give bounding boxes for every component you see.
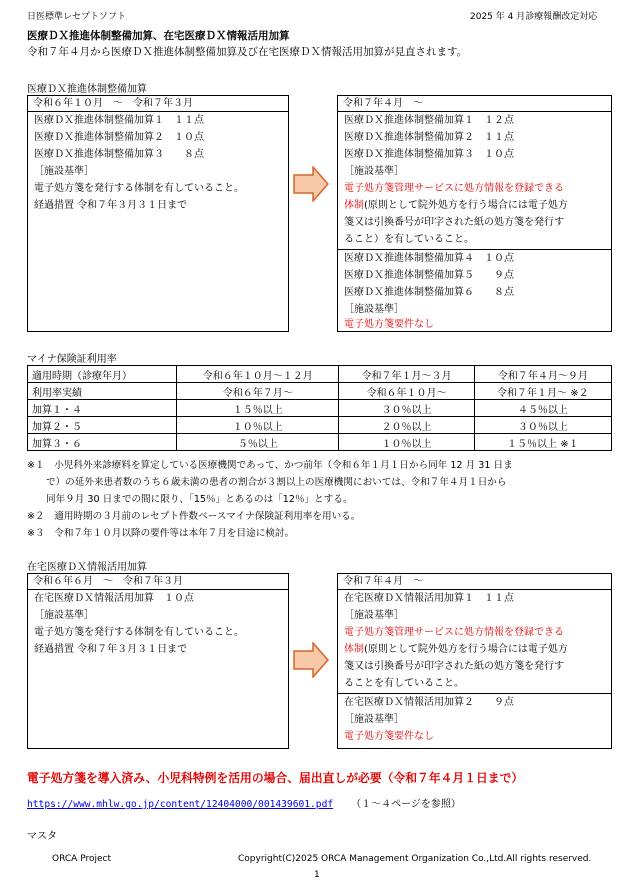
section3-before-line: 在宅医療ＤＸ情報活用加算 １０点 — [34, 593, 194, 604]
footnote: ※３ 令和７年１０月以降の要件等は本年７月を目途に検討。 — [27, 528, 295, 539]
section3-after-red-text: 電子処方箋管理サービスに処方情報を登録できる — [344, 627, 564, 638]
section3-after-line: 在宅医療ＤＸ情報活用加算２ ９点 — [344, 697, 514, 708]
section1-after-red-text: 体制 — [344, 200, 364, 211]
section1-after-line: 医療ＤＸ推進体制整備加算１ １２点 — [344, 115, 514, 126]
table-cell: １０％以上 — [177, 417, 339, 434]
table-cell: ４５％以上 — [474, 400, 611, 417]
table-row — [28, 366, 612, 383]
section1-before-line: 医療ＤＸ推進体制整備加算３ ８点 — [34, 149, 204, 160]
section3-before-header: 令和６年６月 ～ 令和７年３月 — [28, 574, 288, 590]
section3-before-line: 経過措置 令和７年３月３１日まで — [34, 644, 188, 655]
table-cell: １５％以上 ※１ — [474, 434, 611, 451]
table-cell: 令和７年４月～９月 — [474, 366, 611, 383]
table-cell: 令和７年１月～３月 — [339, 366, 474, 383]
footer-copyright: Copyright(C)2025 ORCA Management Organization Co.,Ltd.All rights reserved. — [238, 854, 592, 864]
section1-before-box — [27, 95, 289, 332]
section1-after-line: 医療ＤＸ推進体制整備加算５ ９点 — [344, 270, 514, 281]
section3-heading: 在宅医療ＤＸ情報活用加算 — [27, 562, 147, 573]
section3-after-line: ［施設基準］ — [344, 610, 404, 621]
section1-after-line: 医療ＤＸ推進体制整備加算３ １０点 — [344, 149, 514, 160]
table-cell: 加算３・６ — [28, 434, 177, 451]
table-cell: 適用時期（診療年月） — [28, 366, 177, 383]
section3-before-box — [27, 573, 289, 749]
section3-after-box — [337, 573, 612, 749]
section3-after-line — [344, 643, 568, 657]
footnote: ※２ 適用時期の３月前のレセプト件数ベースマイナ保険証利用率を用いる。 — [27, 511, 361, 522]
table-cell: 令和７年１月～ ※２ — [474, 383, 611, 400]
divider — [338, 693, 611, 694]
section1-before-line: 医療ＤＸ推進体制整備加算１ １１点 — [34, 115, 204, 126]
table-cell: ５％以上 — [177, 434, 339, 451]
section1-before-line: ［施設基準］ — [34, 166, 94, 177]
section3-before-line: 電子処方箋を発行する体制を有していること。 — [34, 627, 244, 638]
footer-left: ORCA Project — [52, 854, 111, 864]
section1-after-line: ［施設基準］ — [344, 166, 404, 177]
header-left: 日医標準レセプトソフト — [27, 12, 127, 22]
section1-after-line — [344, 199, 568, 213]
section3-after-line: 在宅医療ＤＸ情報活用加算１ １１点 — [344, 593, 514, 604]
right-arrow-icon — [293, 642, 329, 678]
section1-after-line: ること）を有していること。 — [344, 234, 474, 245]
section1-before-line: 医療ＤＸ推進体制整備加算２ １０点 — [34, 132, 204, 143]
link-note: （１～４ページを参照） — [351, 799, 461, 810]
section3-after-line: ［施設基準］ — [344, 714, 404, 725]
section3-after-red-text: 体制 — [344, 644, 364, 655]
section1-before-line: 経過措置 令和７年３月３１日まで — [34, 200, 188, 211]
section1-after-line: 医療ＤＸ推進体制整備加算４ １０点 — [344, 253, 514, 264]
table-cell: １０％以上 — [339, 434, 474, 451]
page-title: 医療ＤＸ推進体制整備加算、在宅医療ＤＸ情報活用加算 — [27, 30, 290, 42]
section2-heading: マイナ保険証利用率 — [27, 354, 117, 365]
table-cell: 令和６年１０月～ — [339, 383, 474, 400]
table-cell: 加算１・４ — [28, 400, 177, 417]
table-cell: ３０％以上 — [474, 417, 611, 434]
section1-after-header: 令和７年４月 ～ — [338, 96, 611, 112]
table-cell: ３０％以上 — [339, 400, 474, 417]
notice-text: 電子処方箋を導入済み、小児科特例を活用の場合、届出直しが必要（令和７年４月１日まで） — [27, 771, 524, 785]
right-arrow-icon — [293, 166, 329, 202]
masta-label: マスタ — [27, 831, 57, 842]
section1-after-red-text: 電子処方箋管理サービスに処方情報を登録できる — [344, 183, 564, 194]
page-number: 1 — [314, 870, 320, 880]
section1-after-box — [337, 95, 612, 332]
link-row — [27, 795, 461, 810]
mhlw-pdf-link[interactable]: https://www.mhlw.go.jp/content/12404000/001439601.pdf — [27, 799, 334, 810]
section3-after-red-text: 電子処方箋要件なし — [344, 731, 434, 742]
table-cell: 加算２・５ — [28, 417, 177, 434]
section1-after-line: ［施設基準］ — [344, 304, 404, 315]
table-cell: １５％以上 — [177, 400, 339, 417]
section1-after-line: 箋又は引換番号が印字された紙の処方箋を発行す — [344, 217, 564, 228]
section3-after-line: 箋又は引換番号が印字された紙の処方箋を発行す — [344, 661, 564, 672]
table-row — [28, 383, 612, 400]
table-cell: ２０％以上 — [339, 417, 474, 434]
table-cell: 令和６年７月～ — [177, 383, 339, 400]
section3-after-header: 令和７年４月 ～ — [338, 574, 611, 590]
section1-after-line: 医療ＤＸ推進体制整備加算６ ８点 — [344, 287, 514, 298]
divider — [338, 249, 611, 250]
section3-before-line: ［施設基準］ — [34, 610, 94, 621]
footnote: 同年９月 30 日までの間に限り、「15％」とあるのは「12％」とする。 — [46, 494, 353, 505]
intro-text: 令和７年４月から医療ＤＸ推進体制整備加算及び在宅医療ＤＸ情報活用加算が見直されます。 — [27, 46, 468, 58]
table-row — [28, 417, 612, 434]
table-row — [28, 434, 612, 451]
table-cell: 令和６年１０月～１２月 — [177, 366, 339, 383]
footnote: ※１ 小児科外来診療料を算定している医療機関であって、かつ前年（令和６年１月１日から同年 12 月 31 日ま — [27, 460, 513, 471]
section1-after-red-text: 電子処方箋要件なし — [344, 319, 434, 330]
section1-after-text: (原則として院外処方を行う場合には電子処方 — [364, 200, 568, 211]
section1-heading: 医療ＤＸ推進体制整備加算 — [27, 84, 147, 95]
section3-after-text: (原則として院外処方を行う場合には電子処方 — [364, 644, 568, 655]
header-right: 2025 年 4 月診療報酬改定対応 — [470, 12, 598, 22]
table-row — [28, 400, 612, 417]
section1-before-line: 電子処方箋を発行する体制を有していること。 — [34, 183, 244, 194]
footnote: で）の延外来患者数のうち６歳未満の患者の割合が３割以上の医療機関においては、令和７年４月１日から — [46, 477, 507, 488]
usage-rate-table — [27, 365, 612, 451]
section3-after-line: ることを有していること。 — [344, 678, 464, 689]
table-cell: 利用率実績 — [28, 383, 177, 400]
section1-after-line: 医療ＤＸ推進体制整備加算２ １１点 — [344, 132, 514, 143]
section1-before-header: 令和６年１０月 ～ 令和７年３月 — [28, 96, 288, 112]
